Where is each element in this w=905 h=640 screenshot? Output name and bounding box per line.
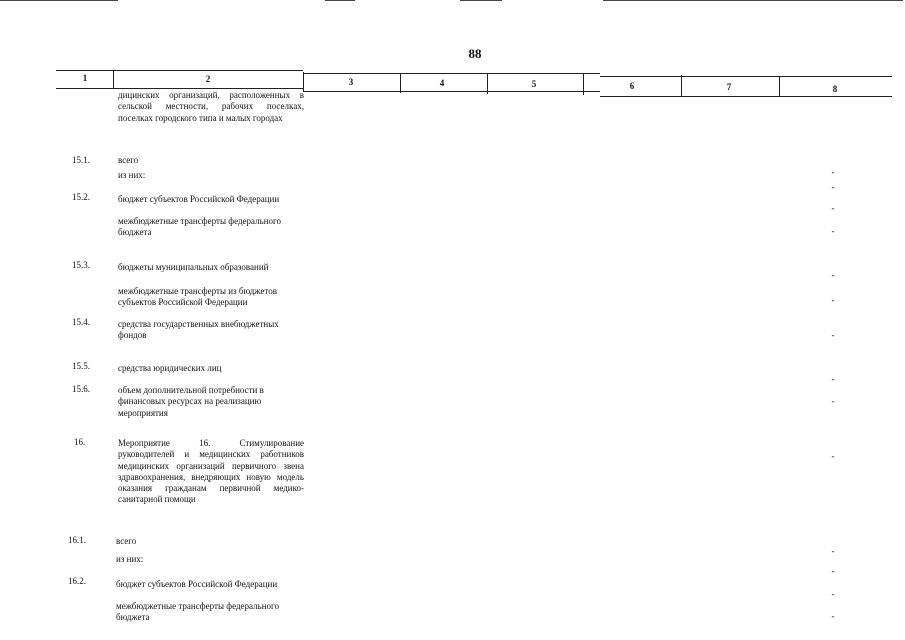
column-separator (113, 70, 114, 89)
row-description: межбюджетные трансферты федерального бюджета (116, 601, 279, 623)
cell-dash: - (831, 611, 835, 621)
cell-dash: - (831, 226, 835, 236)
cell-dash: - (831, 203, 835, 213)
cell-dash: - (831, 167, 835, 177)
row-description: средства юридических лиц (118, 363, 222, 373)
row-number: 15.6. (72, 384, 90, 394)
row-description: Мероприятие 16. Стимулирование руководителей и медицинских работников медицинских организаций первичного звена здравоохранения, внедряющих новую модель оказания гражданам первичной медико-санитарной помощи (118, 438, 304, 505)
cell-dash: - (831, 374, 835, 384)
row-number: 16.1. (68, 535, 86, 545)
column-header-7: 7 (726, 82, 732, 92)
carryover-text: дицинских организаций, расположенных в сельской местности, рабочих поселках, поселках городского типа и малых городах (118, 90, 304, 123)
row-number: 15.5. (72, 361, 90, 371)
row-number: 15.4. (72, 317, 90, 327)
column-separator (583, 74, 584, 95)
header-bottom-line (600, 96, 892, 97)
row-description: межбюджетные трансферты федерального бюджета (118, 216, 281, 238)
column-header-4: 4 (439, 78, 445, 88)
cell-dash: - (831, 182, 835, 192)
cell-dash: - (831, 270, 835, 280)
column-header-5: 5 (531, 79, 537, 89)
column-header-1: 1 (82, 73, 88, 83)
row-description: из них: (116, 554, 144, 564)
row-description: бюджеты муниципальных образований (118, 262, 269, 272)
row-description: бюджет субъектов Российской Федерации (116, 579, 278, 589)
column-separator (681, 75, 682, 96)
row-number: 15.2. (72, 192, 90, 202)
page-number: 88 (468, 46, 482, 61)
row-description: объем дополнительной потребности в финансовых ресурсах на реализацию мероприятия (118, 385, 264, 418)
cell-dash: - (831, 546, 835, 556)
row-description: всего (118, 155, 139, 165)
row-description: межбюджетные трансферты из бюджетов субъектов Российской Федерации (118, 286, 277, 308)
cell-dash: - (831, 396, 835, 406)
header-top-line (600, 76, 892, 77)
column-separator (779, 76, 780, 97)
row-description: бюджет субъектов Российской Федерации (118, 194, 280, 204)
column-separator (303, 72, 304, 92)
column-header-3: 3 (348, 77, 354, 87)
header-bottom-line (303, 91, 600, 92)
column-header-8: 8 (832, 84, 838, 94)
row-number: 16.2. (68, 576, 86, 586)
column-separator (487, 73, 488, 94)
row-number: 15.3. (72, 260, 90, 270)
row-number: 15.1. (72, 155, 90, 165)
cell-dash: - (831, 295, 835, 305)
cell-dash: - (831, 589, 835, 599)
header-top-line (303, 73, 600, 74)
column-header-2: 2 (205, 74, 211, 84)
column-header-6: 6 (629, 81, 635, 91)
cell-dash: - (831, 566, 835, 576)
header-top-line (56, 70, 303, 71)
row-number: 16. (74, 437, 86, 447)
row-description: всего (116, 536, 137, 546)
row-description: из них: (118, 170, 146, 180)
cell-dash: - (831, 330, 835, 340)
header-bottom-line (56, 88, 303, 89)
cell-dash: - (831, 451, 835, 461)
column-separator (400, 73, 401, 93)
row-description: средства государственных внебюджетных фондов (118, 319, 279, 341)
